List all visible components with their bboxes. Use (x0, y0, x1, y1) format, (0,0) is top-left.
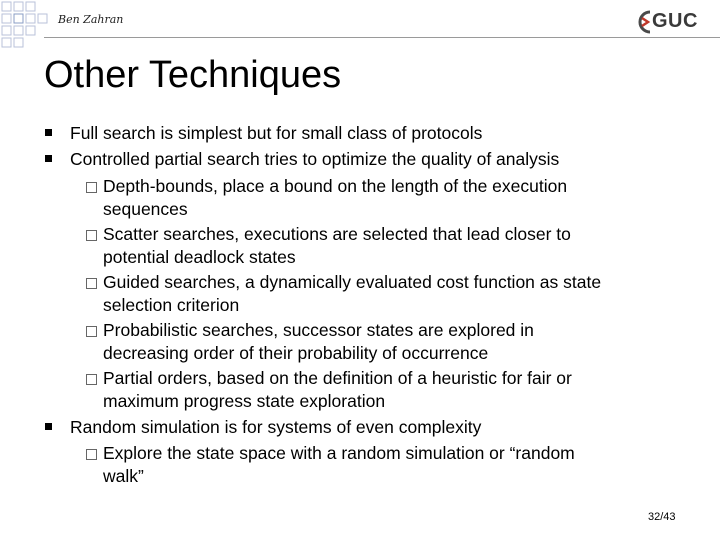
sub-bullet-text: Depth-bounds, place a bound on the length of the execution (103, 176, 568, 196)
bullet-square-icon (45, 129, 52, 136)
sub-bullet-text: Guided searches, a dynamically evaluated cost function as state (103, 272, 602, 292)
sub-bullet-text-continued: maximum progress state exploration (103, 391, 386, 411)
page-number: 32/43 (648, 511, 676, 523)
slide-title: Other Techniques (44, 54, 342, 96)
sub-bullet-text-continued: selection criterion (103, 295, 240, 315)
bullet-square-icon (45, 155, 52, 162)
checkbox-bullet-icon (86, 326, 97, 337)
checkbox-bullet-icon (86, 449, 97, 460)
sub-bullet-text: Explore the state space with a random simulation or “random (103, 443, 575, 463)
checkbox-bullet-icon (86, 230, 97, 241)
sub-bullet-text: Probabilistic searches, successor states are explored in (103, 320, 534, 340)
bullet-text: Random simulation is for systems of even complexity (70, 417, 482, 437)
author-name: Ben Zahran (58, 13, 124, 26)
sub-bullet-text: Scatter searches, executions are selected that lead closer to (103, 224, 571, 244)
checkbox-bullet-icon (86, 182, 97, 193)
bullet-text: Controlled partial search tries to optimize the quality of analysis (70, 149, 560, 169)
logo-text: GUC (652, 10, 698, 32)
sub-bullet-text-continued: potential deadlock states (103, 247, 296, 267)
checkbox-bullet-icon (86, 278, 97, 289)
bullet-text: Full search is simplest but for small class of protocols (70, 123, 483, 143)
checkbox-bullet-icon (86, 374, 97, 385)
bullet-square-icon (45, 423, 52, 430)
sub-bullet-text-continued: sequences (103, 199, 188, 219)
sub-bullet-text-continued: decreasing order of their probability of occurrence (103, 343, 489, 363)
sub-bullet-text: Partial orders, based on the definition of a heuristic for fair or (103, 368, 572, 388)
sub-bullet-text-continued: walk” (103, 466, 144, 486)
